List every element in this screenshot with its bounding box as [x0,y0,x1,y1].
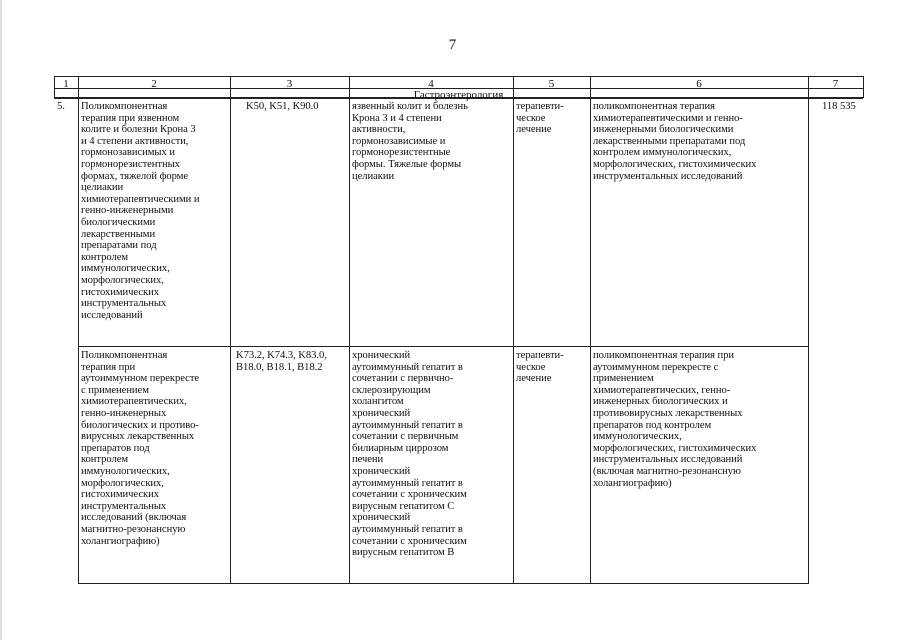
treatment-type: терапевти- ческое лечение [516,101,564,136]
section-title: Гастроэнтерология [413,89,504,101]
cost-value: 118 535 [822,101,856,112]
header-col-5: 5 [548,78,555,90]
patient-model: язвенный колит и болезнь Крона 3 и 4 степени активности, гормонозависимые и гормонорезистентные формы. Тяжелые формы целиакии [352,101,468,182]
rule-col-5 [590,76,591,584]
header-col-6: 6 [696,78,702,90]
rule-col-6 [808,76,809,584]
rule-col-4 [513,76,514,584]
rule-col-right [863,76,864,98]
rule-col-1 [78,76,79,584]
rule-bottom [78,583,808,584]
icd-codes: K50, K51, K90.0 [246,101,319,112]
treatment-name: Поликомпонентная терапия при язвенном колите и болезни Крона 3 и 4 степени активности, гормонозависимых и гормонорезистентных формах, тяжелой форме целиакии химиотерапевтическими и генно-инженерными биологическими лекарственными препаратами под контролем иммунологических, морфологических, гистохимических инструментальных исследований [81,101,200,321]
row-number: 5. [57,101,65,112]
scan-edge [0,0,2,640]
icd-codes: K73.2, K74.3, K83.0, B18.0, B18.1, B18.2 [236,350,327,373]
header-col-4: 4 [428,78,434,90]
rule-col-3 [349,76,350,584]
header-col-2: 2 [151,78,157,90]
treatment-method: поликомпонентная терапия химиотерапевтическими и генно- инженерными биологическими лекарственными препаратами под контролем иммунологических, морфологических, гистохимических инструментальных исследований [593,101,757,182]
rule-top [54,76,863,77]
header-col-7: 7 [832,78,839,90]
rule-row-separator [78,346,808,347]
patient-model: хронический аутоиммунный гепатит в сочетании с первично- склерозирующим холангитом хронический аутоиммунный гепатит в сочетании с первичным билиарным циррозом печени хронический аутоиммунный гепатит в сочетании с хроническим вирусным гепатитом C хронический аутоиммунный гепатит в сочетании с хроническим вирусным гепатитом B [352,350,467,559]
treatment-type: терапевти- ческое лечение [516,350,564,385]
page-number: 7 [448,37,457,53]
rule-col-2 [230,76,231,584]
treatment-method: поликомпонентная терапия при аутоиммунном перекресте с применением химиотерапевтических, генно- инженерных биологических и противовирусных лекарственных препаратов под контролем иммунологических, морфологических, гистохимических инструментальных исследований (включая магнитно-резонансную холангиографию) [593,350,757,489]
treatment-name: Поликомпонентная терапия при аутоиммунном перекресте с применением химиотерапевтических, генно-инженерных биологических и противо- вирусных лекарственных препаратов под контролем иммунологических, морфологических, гистохимических инструментальных исследований (включая магнитно-резонансную холангиографию) [81,350,200,547]
header-col-3: 3 [286,78,293,90]
header-col-1: 1 [63,78,69,90]
